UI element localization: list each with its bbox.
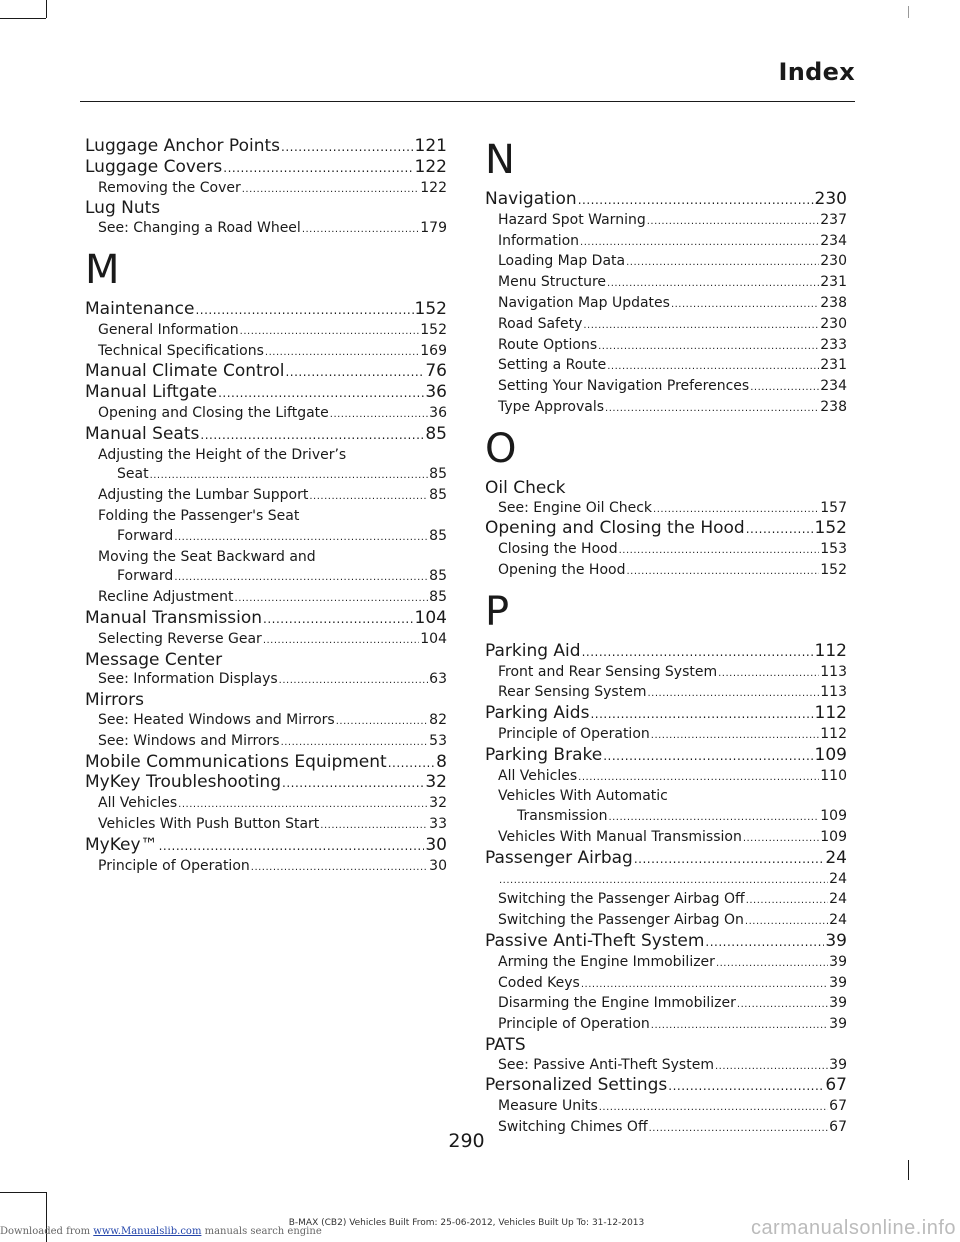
entry-page-number: 110 (820, 767, 847, 784)
entry-label: Seat (117, 466, 149, 483)
index-subentry[interactable] (485, 561, 847, 582)
entry-page-number: 67 (829, 1119, 847, 1136)
dot-leader (737, 994, 828, 1015)
index-subentry[interactable] (485, 767, 847, 788)
index-subentry[interactable] (85, 815, 447, 836)
entry-page-number: 122 (420, 179, 447, 196)
index-entry[interactable] (85, 362, 447, 383)
dot-leader (626, 252, 819, 273)
entry-label: Navigation (485, 189, 577, 209)
index-subentry[interactable] (485, 398, 847, 419)
entry-page-number: 179 (420, 220, 447, 237)
entry-page-number: 234 (820, 232, 847, 249)
entry-label: MyKey™ (85, 834, 158, 855)
section-letter: O (485, 425, 517, 472)
entry-page-number: 109 (820, 808, 847, 825)
dot-leader (647, 211, 820, 232)
entry-page-number: 85 (429, 568, 447, 585)
entry-label: General Information (98, 321, 239, 338)
index-entry[interactable] (485, 932, 847, 953)
entry-label: Coded Keys (498, 974, 580, 991)
crop-mark-top-left-v (46, 0, 47, 18)
entry-page-number: 85 (429, 589, 447, 606)
entry-page-number: 152 (414, 298, 447, 319)
index-subentry[interactable] (85, 404, 447, 425)
entry-page-number: 152 (820, 561, 847, 578)
entry-page-number: 8 (436, 751, 447, 772)
dot-leader (195, 300, 413, 321)
dot-leader (598, 336, 819, 357)
dot-leader (251, 857, 428, 878)
index-subentry[interactable] (485, 1015, 847, 1036)
index-subentry[interactable] (485, 232, 847, 253)
entry-page-number: 36 (429, 404, 447, 421)
entry-label: Parking Aids (485, 703, 590, 724)
entry-label: Information (498, 232, 580, 249)
dot-leader (281, 137, 414, 158)
dot-leader (330, 404, 428, 425)
entry-page-number: 122 (414, 156, 447, 177)
entry-label: Manual Transmission (85, 607, 262, 628)
entry-page-number: 104 (420, 630, 447, 647)
entry-page-number: 153 (820, 541, 847, 558)
dot-leader (578, 767, 819, 788)
entry-page-number: 234 (820, 378, 847, 395)
entry-label: Manual Seats (85, 423, 200, 444)
entry-label: Selecting Reverse Gear (98, 630, 262, 647)
dot-leader (715, 1056, 828, 1077)
entry-page-number: 169 (420, 342, 447, 359)
dot-leader (634, 849, 825, 870)
entry-page-number: 112 (820, 725, 847, 742)
dot-leader (218, 383, 424, 404)
entry-page-number: 112 (814, 703, 847, 724)
entry-page-number: 112 (814, 640, 847, 661)
index-subentry[interactable] (485, 377, 847, 398)
entry-page-number: 230 (820, 315, 847, 332)
index-subentry[interactable] (485, 807, 847, 828)
index-entry[interactable] (485, 849, 847, 870)
entry-page-number: 113 (820, 663, 847, 680)
entry-page-number: 67 (829, 1098, 847, 1115)
index-subentry[interactable] (85, 219, 447, 240)
index-subentry[interactable] (485, 211, 847, 232)
footer-vehicle-text: B-MAX (CB2) Vehicles Built From: 25-06-2012, Vehicles Built Up To: 31-12-2013 (288, 1218, 645, 1228)
crop-mark-top-right-v (908, 6, 909, 18)
entry-label: Menu Structure (498, 274, 607, 291)
page-number: 290 (448, 1130, 485, 1152)
entry-page-number: 85 (429, 527, 447, 544)
entry-page-number: 63 (429, 671, 447, 688)
entry-page-number: 67 (825, 1075, 847, 1096)
entry-label: Switching Chimes Off (498, 1119, 648, 1136)
dot-leader (223, 158, 413, 179)
index-entry[interactable] (85, 383, 447, 404)
entry-label: Vehicles With Push Button Start (98, 815, 320, 832)
watermark: carmanualsonline.info (750, 1217, 956, 1239)
dot-leader (651, 725, 820, 746)
dot-leader (499, 870, 828, 891)
dot-leader (590, 704, 813, 725)
page-title: Index (778, 58, 855, 86)
dot-leader (174, 527, 428, 548)
index-column-left (85, 137, 447, 877)
dot-leader (651, 1015, 828, 1036)
index-subentry[interactable] (485, 911, 847, 932)
index-subentry[interactable] (85, 342, 447, 363)
download-link[interactable]: www.Manualslib.com (93, 1226, 202, 1237)
entry-label: Road Safety (498, 315, 583, 332)
entry-label: Opening and Closing the Hood (485, 518, 745, 539)
dot-leader (603, 746, 813, 767)
entry-page-number: 36 (425, 382, 447, 403)
entry-label: Maintenance (85, 298, 195, 319)
index-subentry[interactable] (485, 974, 847, 995)
entry-label: Principle of Operation (498, 725, 650, 742)
index-subentry[interactable] (485, 356, 847, 377)
entry-label: Opening the Hood (498, 561, 626, 578)
entry-page-number: 113 (820, 684, 847, 701)
dot-leader (309, 486, 428, 507)
index-subentry[interactable] (85, 857, 447, 878)
entry-label: Luggage Anchor Points (85, 136, 280, 156)
dot-leader (607, 356, 819, 377)
dot-leader (743, 828, 819, 849)
index-subentry[interactable] (485, 994, 847, 1015)
index-subentry[interactable] (485, 1056, 847, 1077)
entry-label: Switching the Passenger Airbag On (498, 912, 744, 929)
dot-leader (599, 1097, 828, 1118)
index-entry[interactable] (485, 704, 847, 725)
dot-leader (605, 398, 819, 419)
entry-label: Forward (117, 568, 174, 585)
entry-page-number: 121 (414, 136, 447, 156)
dot-leader (668, 1076, 824, 1097)
index-subentry[interactable] (485, 540, 847, 561)
entry-page-number: 152 (420, 321, 447, 338)
dot-leader (583, 315, 819, 336)
entry-label: MyKey Troubleshooting (85, 772, 281, 793)
dot-leader (582, 642, 814, 663)
entry-page-number: 231 (820, 357, 847, 374)
index-subentry[interactable] (85, 527, 447, 548)
dot-leader (336, 711, 428, 732)
entry-label: Type Approvals (498, 398, 605, 415)
index-heading: Message Center (85, 649, 223, 670)
entry-label: Setting a Route (498, 357, 607, 374)
index-subentry[interactable] (85, 179, 447, 200)
index-subentry-text: Moving the Seat Backward and (98, 548, 316, 565)
section-letter: P (485, 588, 510, 635)
entry-page-number: 24 (829, 912, 847, 929)
title-rule (80, 101, 855, 102)
entry-label: Passenger Airbag (485, 847, 633, 868)
dot-leader (302, 219, 419, 240)
entry-label: Personalized Settings (485, 1075, 668, 1096)
dot-leader (174, 567, 428, 588)
index-subentry[interactable] (485, 890, 847, 911)
entry-label: All Vehicles (98, 795, 178, 812)
index-subentry[interactable] (85, 465, 447, 486)
crop-mark-top-left-h (0, 18, 46, 19)
dot-leader (580, 232, 819, 253)
entry-label: Parking Brake (485, 744, 603, 765)
entry-label: Rear Sensing System (498, 684, 647, 701)
index-heading: Oil Check (485, 477, 566, 498)
entry-label: Closing the Hood (498, 541, 618, 558)
index-subentry[interactable] (85, 588, 447, 609)
entry-label: See: Heated Windows and Mirrors (98, 711, 335, 728)
entry-label: Switching the Passenger Airbag Off (498, 891, 745, 908)
entry-label: Recline Adjustment (98, 589, 234, 606)
index-entry[interactable] (85, 425, 447, 446)
index-subentry-text: Folding the Passenger's Seat (98, 507, 300, 524)
entry-page-number: 39 (829, 974, 847, 991)
dot-leader (263, 609, 414, 630)
index-entry[interactable] (85, 836, 447, 857)
dot-leader (705, 932, 824, 953)
entry-label: Opening and Closing the Liftgate (98, 404, 329, 421)
index-subentry[interactable] (485, 273, 847, 294)
index-subentry[interactable] (485, 663, 847, 684)
dot-leader (281, 732, 429, 753)
dot-leader (608, 807, 819, 828)
entry-label: See: Information Displays (98, 671, 278, 688)
index-subentry[interactable] (485, 336, 847, 357)
entry-label: All Vehicles (498, 767, 578, 784)
entry-label: Principle of Operation (498, 1016, 650, 1033)
index-subentry[interactable] (485, 499, 847, 520)
dot-leader (150, 465, 429, 486)
dot-leader (626, 561, 819, 582)
entry-label: Navigation Map Updates (498, 294, 670, 311)
dot-leader (671, 294, 819, 315)
dot-leader (159, 836, 425, 857)
dot-leader (746, 890, 828, 911)
entry-page-number: 238 (820, 398, 847, 415)
entry-page-number: 30 (425, 834, 447, 855)
entry-page-number: 76 (425, 361, 447, 382)
entry-label: Passive Anti-Theft System (485, 930, 705, 951)
dot-leader (285, 362, 424, 383)
index-entry[interactable] (85, 753, 447, 774)
entry-page-number: 30 (429, 857, 447, 874)
dot-leader (235, 588, 429, 609)
dot-leader (607, 273, 819, 294)
entry-page-number: 39 (829, 953, 847, 970)
entry-page-number: 39 (829, 1016, 847, 1033)
entry-label: Arming the Engine Immobilizer (498, 953, 715, 970)
entry-page-number: 152 (814, 518, 847, 539)
index-subentry[interactable] (485, 870, 847, 891)
entry-label: Hazard Spot Warning (498, 211, 646, 228)
index-heading: Lug Nuts (85, 198, 161, 219)
entry-label: Manual Climate Control (85, 361, 285, 382)
entry-page-number: 109 (820, 828, 847, 845)
index-subentry[interactable] (485, 294, 847, 315)
index-entry[interactable] (485, 746, 847, 767)
dot-leader (242, 179, 420, 200)
index-entry[interactable] (85, 137, 447, 158)
download-note (0, 1226, 322, 1237)
index-subentry[interactable] (485, 252, 847, 273)
index-subentry[interactable] (485, 683, 847, 704)
index-subentry[interactable] (85, 732, 447, 753)
dot-leader (282, 773, 424, 794)
dot-leader (178, 794, 428, 815)
index-entry[interactable] (85, 300, 447, 321)
dot-leader (265, 342, 419, 363)
entry-page-number: 82 (429, 711, 447, 728)
dot-leader (279, 670, 429, 691)
entry-label: Forward (117, 527, 174, 544)
dot-leader (619, 540, 820, 561)
index-subentry-text: Vehicles With Automatic (498, 788, 668, 805)
entry-page-number: 33 (429, 815, 447, 832)
index-entry[interactable] (485, 190, 847, 211)
index-subentry[interactable] (485, 725, 847, 746)
entry-page-number: 39 (825, 930, 847, 951)
entry-label: Front and Rear Sensing System (498, 663, 718, 680)
dot-leader (240, 321, 420, 342)
index-subentry[interactable] (485, 1097, 847, 1118)
index-subentry[interactable] (485, 953, 847, 974)
entry-label: Manual Liftgate (85, 382, 218, 403)
download-suffix: manuals search engine (204, 1226, 322, 1237)
dot-leader (750, 377, 819, 398)
section-letter: M (85, 246, 120, 293)
index-subentry[interactable] (85, 711, 447, 732)
entry-page-number: 157 (820, 499, 847, 516)
dot-leader (653, 499, 819, 520)
dot-leader (581, 974, 828, 995)
entry-page-number: 39 (829, 1056, 847, 1073)
crop-mark-bottom-left-h (0, 1192, 46, 1193)
entry-page-number: 24 (829, 870, 847, 887)
entry-page-number: 32 (425, 772, 447, 793)
entry-label: Setting Your Navigation Preferences (498, 378, 750, 395)
entry-page-number: 104 (414, 607, 447, 628)
entry-label: Route Options (498, 336, 598, 353)
dot-leader (716, 953, 828, 974)
entry-page-number: 238 (820, 294, 847, 311)
index-subentry[interactable] (485, 315, 847, 336)
entry-page-number: 39 (829, 995, 847, 1012)
entry-label: Disarming the Engine Immobilizer (498, 995, 736, 1012)
index-entry[interactable] (85, 609, 447, 630)
entry-page-number: 85 (425, 423, 447, 444)
entry-label: Measure Units (498, 1098, 598, 1115)
index-heading: Mirrors (85, 690, 144, 711)
dot-leader (578, 190, 814, 211)
entry-label: Principle of Operation (98, 857, 250, 874)
index-entry[interactable] (485, 642, 847, 663)
entry-page-number: 85 (429, 466, 447, 483)
index-subentry[interactable] (85, 321, 447, 342)
entry-label: Transmission (517, 808, 608, 825)
index-subentry[interactable] (485, 828, 847, 849)
entry-label: See: Changing a Road Wheel (98, 220, 301, 237)
entry-label: Parking Aid (485, 640, 581, 661)
index-subentry[interactable] (85, 567, 447, 588)
entry-label: See: Passive Anti-Theft System (498, 1056, 714, 1073)
entry-label: See: Engine Oil Check (498, 499, 653, 516)
dot-leader (718, 663, 819, 684)
entry-label: Mobile Communications Equipment (85, 751, 387, 772)
entry-label: See: Windows and Mirrors (98, 732, 280, 749)
entry-page-number: 231 (820, 274, 847, 291)
index-subentry[interactable] (85, 486, 447, 507)
dot-leader (647, 683, 819, 704)
dot-leader (746, 519, 814, 540)
entry-page-number: 109 (814, 744, 847, 765)
entry-label: Vehicles With Manual Transmission (498, 828, 742, 845)
index-subentry-text: Adjusting the Height of the Driver’s (98, 446, 347, 463)
entry-page-number: 32 (429, 795, 447, 812)
index-subentry[interactable] (85, 670, 447, 691)
entry-page-number: 53 (429, 732, 447, 749)
index-subentry[interactable] (85, 630, 447, 651)
dot-leader (745, 911, 828, 932)
entry-page-number: 24 (829, 891, 847, 908)
index-heading: PATS (485, 1034, 526, 1055)
entry-label: Luggage Covers (85, 156, 223, 177)
entry-page-number: 85 (429, 487, 447, 504)
index-entry[interactable] (85, 158, 447, 179)
index-entry[interactable] (485, 519, 847, 540)
dot-leader (388, 753, 435, 774)
entry-page-number: 230 (820, 253, 847, 270)
index-entry[interactable] (85, 773, 447, 794)
crop-mark-bottom-right-v (908, 1160, 909, 1180)
index-column-right (485, 130, 847, 1139)
index-subentry[interactable] (85, 794, 447, 815)
index-entry[interactable] (485, 1076, 847, 1097)
dot-leader (263, 630, 419, 651)
dot-leader (320, 815, 428, 836)
entry-label: Adjusting the Lumbar Support (98, 487, 309, 504)
section-letter: N (485, 137, 515, 183)
entry-page-number: 24 (825, 847, 847, 868)
entry-label: Removing the Cover (98, 179, 241, 196)
entry-label: Technical Specifications (98, 342, 264, 359)
entry-page-number: 233 (820, 336, 847, 353)
download-prefix: Downloaded from (0, 1226, 91, 1237)
dot-leader (200, 425, 424, 446)
entry-page-number: 237 (820, 211, 847, 228)
entry-label: Loading Map Data (498, 253, 626, 270)
entry-page-number: 230 (814, 189, 847, 209)
